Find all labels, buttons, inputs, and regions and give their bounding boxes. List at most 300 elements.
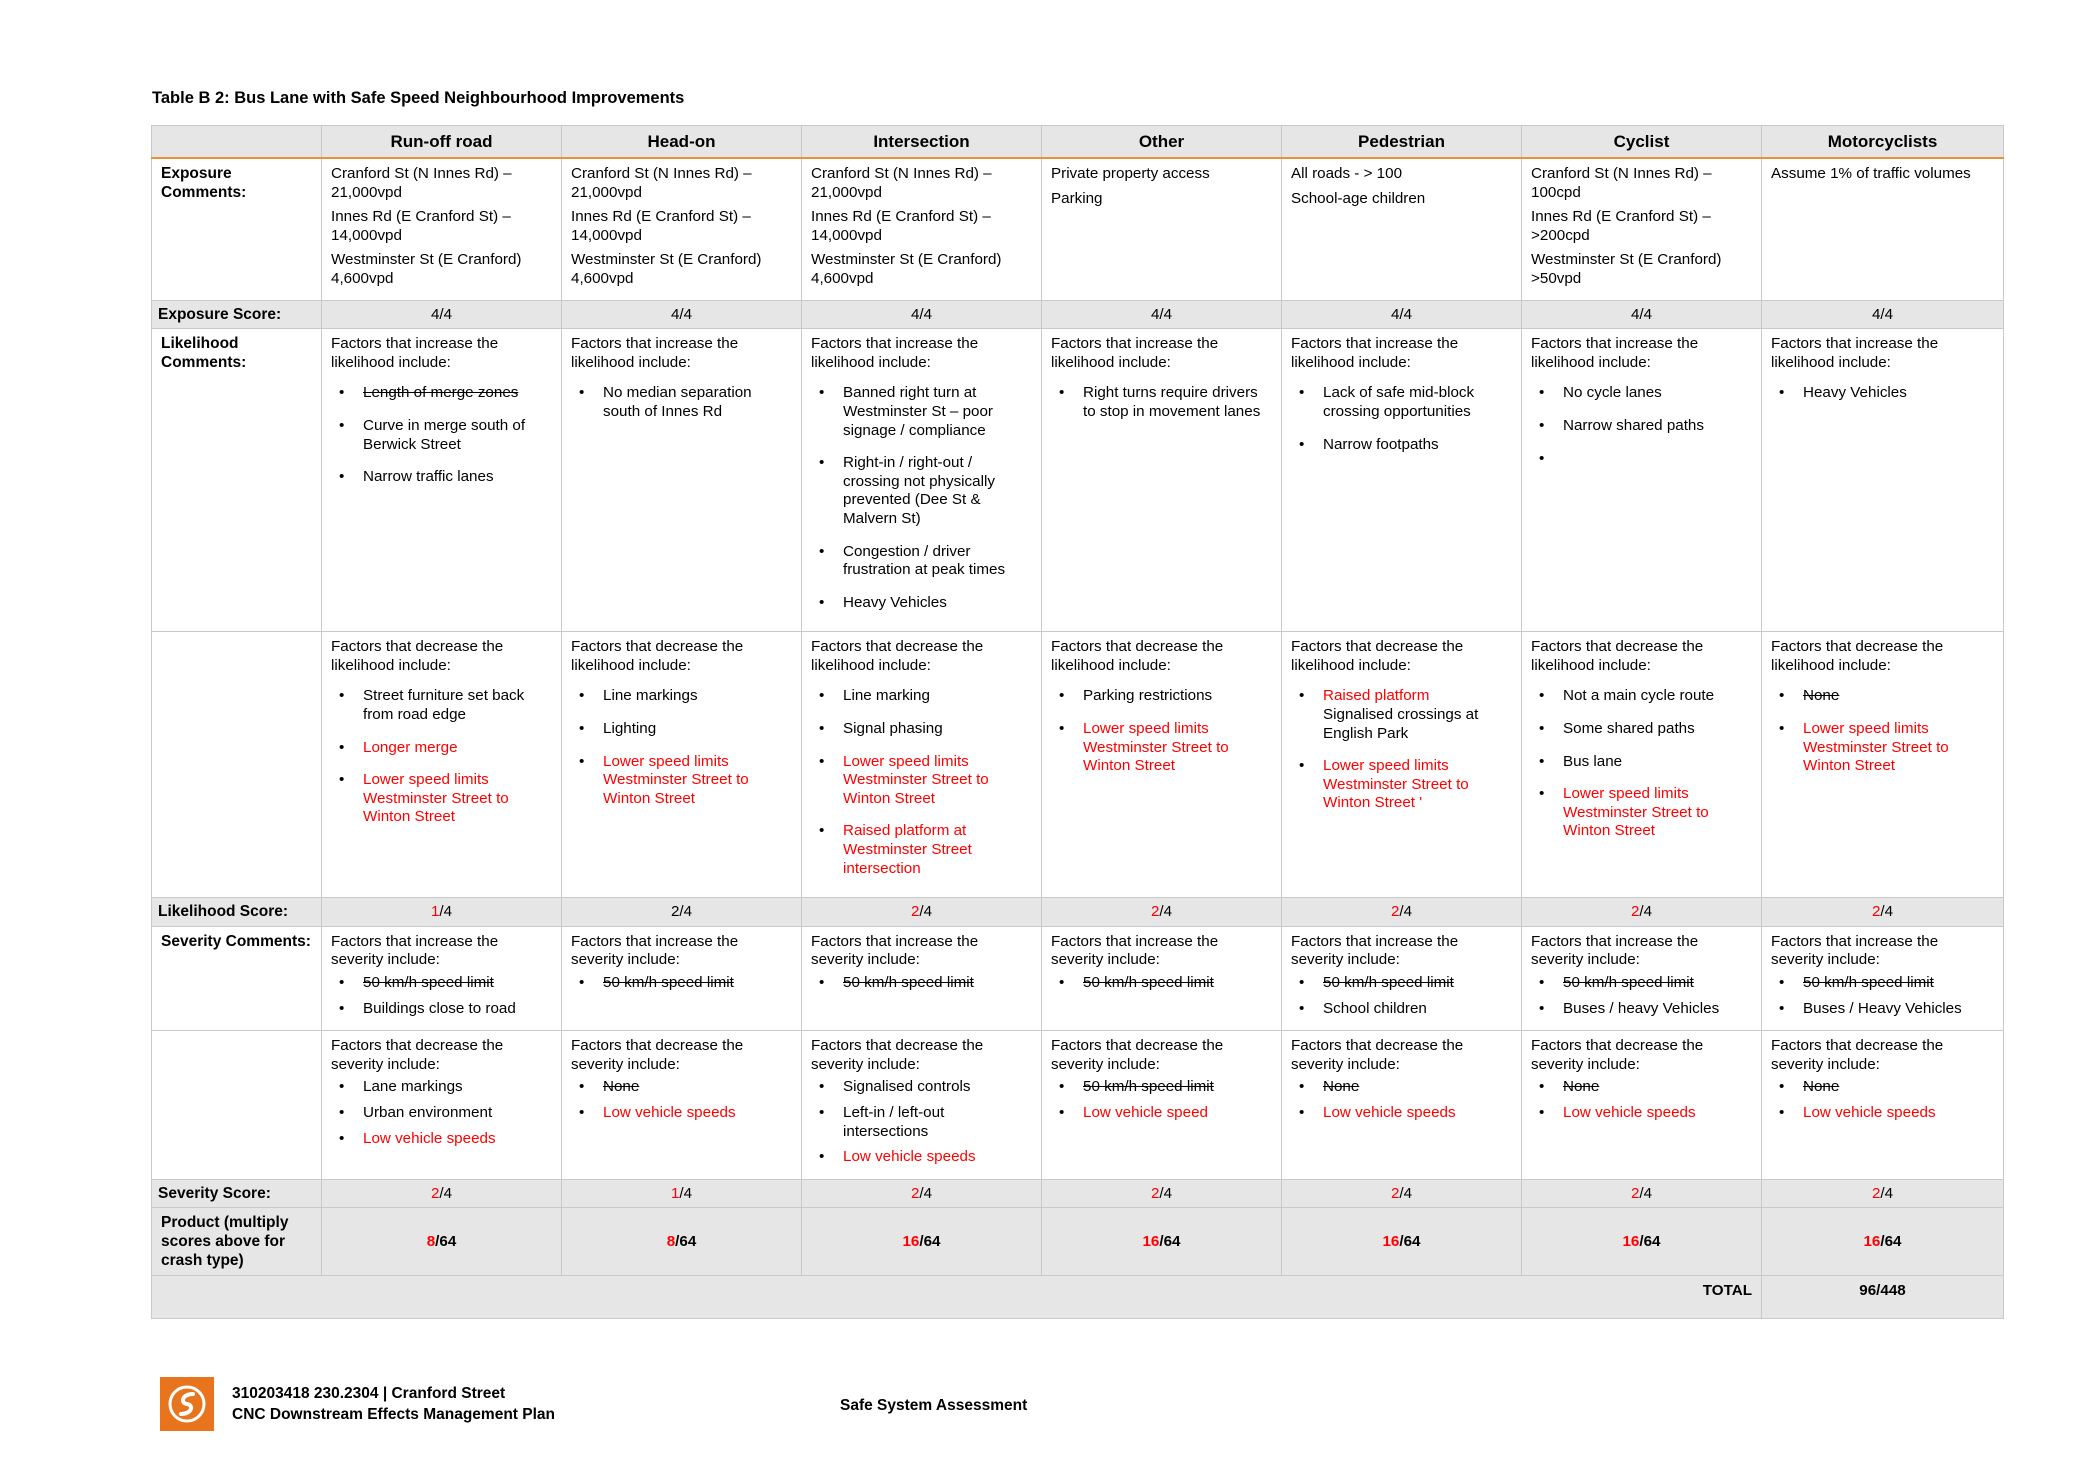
factor-item — [843, 687, 1032, 706]
factor-intro: Factors that decrease the likelihood include: — [811, 638, 984, 674]
factor-list — [811, 384, 1032, 612]
severity-increase-cell — [1282, 926, 1522, 1030]
exposure-score-cell: 4/4 — [1762, 300, 2004, 329]
likelihood-decrease-cell — [802, 632, 1042, 898]
row-label: Severity Score: — [152, 1179, 322, 1208]
factor-item — [363, 468, 552, 487]
factor-text: Lane markings — [363, 1078, 463, 1096]
factor-item — [1563, 785, 1752, 841]
factor-item — [1323, 687, 1512, 743]
severity-score-cell — [802, 1179, 1042, 1208]
factor-list — [1291, 384, 1512, 454]
severity-increase-cell — [802, 926, 1042, 1030]
factor-text-cont: Signalised crossings at English Park — [1323, 706, 1479, 742]
factor-list — [331, 974, 552, 1018]
row-label: Exposure Comments: — [152, 158, 322, 300]
factor-text: Street furniture set back from road edge — [363, 687, 525, 724]
factor-text: Signalised controls — [843, 1078, 971, 1096]
severity-decrease-cell — [1762, 1031, 2004, 1180]
factor-intro: Factors that decrease the severity include: — [331, 1037, 504, 1073]
factor-item — [843, 720, 1032, 739]
factor-list — [1771, 384, 1994, 403]
factor-item — [1803, 1104, 1994, 1123]
product-numerator: 8 — [426, 1232, 436, 1250]
product-denominator: /64 — [1159, 1232, 1181, 1250]
factor-list — [811, 687, 1032, 878]
row-label: Exposure Score: — [152, 300, 322, 329]
factor-intro: Factors that increase the severity include: — [1531, 932, 1699, 969]
likelihood-increase-cell — [1762, 329, 2004, 632]
factor-text: No cycle lanes — [1563, 384, 1662, 402]
factor-item — [603, 1104, 792, 1123]
factor-item — [1563, 417, 1752, 436]
exposure-line: Westminster St (E Cranford) 4,600vpd — [571, 251, 762, 287]
score-denominator: /4 — [439, 903, 453, 921]
product-cell — [1042, 1208, 1282, 1276]
factor-text: 50 km/h speed limit — [1083, 974, 1214, 991]
factor-list — [1531, 1078, 1752, 1122]
factor-item — [363, 1078, 552, 1097]
likelihood-decrease-cell — [1282, 632, 1522, 898]
header-row — [152, 126, 2004, 159]
factor-list — [571, 974, 792, 993]
factor-item — [1563, 1000, 1752, 1019]
factor-item — [1083, 384, 1272, 421]
severity-increase-cell — [322, 926, 562, 1030]
exposure-score-cell: 4/4 — [1522, 300, 1762, 329]
factor-text: None — [603, 1078, 640, 1096]
score-numerator: 1 — [670, 1184, 680, 1202]
likelihood-decrease-cell — [1522, 632, 1762, 898]
total-value: 96/448 — [1762, 1276, 2004, 1319]
factor-item — [1323, 757, 1512, 813]
score-denominator: /4 — [1639, 1184, 1653, 1202]
factor-text: Buildings close to road — [363, 999, 516, 1017]
severity-score-cell — [1762, 1179, 2004, 1208]
factor-intro: Factors that decrease the severity include: — [1771, 1037, 1944, 1073]
product-cell — [1282, 1208, 1522, 1276]
exposure-cell — [1042, 158, 1282, 300]
likelihood-score-cell — [802, 898, 1042, 927]
score-numerator: 2 — [1150, 1184, 1160, 1202]
factor-list — [1051, 974, 1272, 993]
row-label: Product (multiply scores above for crash type) — [152, 1208, 322, 1276]
factor-intro: Factors that increase the likelihood include: — [331, 335, 499, 371]
factor-item — [1323, 436, 1512, 455]
footer-reference — [232, 1383, 555, 1425]
factor-text: Right-in / right-out / crossing not physically prevented (Dee St & Malvern St) — [843, 454, 995, 527]
factor-item — [1803, 720, 1994, 776]
factor-item — [363, 687, 552, 724]
severity-decrease-cell — [1282, 1031, 1522, 1180]
factor-item — [843, 753, 1032, 809]
safe-system-table — [151, 125, 2004, 1319]
exposure-comments-row — [152, 158, 2004, 300]
exposure-line: Private property access — [1051, 165, 1210, 182]
severity-increase-cell — [562, 926, 802, 1030]
exposure-score-row — [152, 300, 2004, 329]
exposure-line: Westminster St (E Cranford) 4,600vpd — [331, 251, 522, 287]
score-denominator: /4 — [439, 1184, 453, 1202]
score-denominator: /4 — [1159, 1184, 1173, 1202]
severity-decrease-cell — [1522, 1031, 1762, 1180]
likelihood-score-cell — [1042, 898, 1282, 927]
factor-item — [363, 974, 552, 993]
factor-list — [571, 687, 792, 808]
factor-item — [843, 1078, 1032, 1097]
exposure-line: School-age children — [1291, 189, 1426, 207]
exposure-line: Innes Rd (E Cranford St) – 14,000vpd — [571, 208, 751, 244]
factor-list — [1291, 687, 1512, 813]
factor-intro: Factors that decrease the likelihood include: — [571, 638, 744, 674]
factor-text: Low vehicle speeds — [363, 1129, 496, 1147]
exposure-line: Innes Rd (E Cranford St) – 14,000vpd — [331, 208, 511, 244]
severity-score-row — [152, 1179, 2004, 1208]
score-numerator: 2 — [430, 1184, 440, 1202]
score-denominator: /4 — [1639, 903, 1653, 921]
product-denominator: /64 — [1880, 1232, 1902, 1250]
severity-decrease-row — [152, 1031, 2004, 1180]
factor-item — [603, 384, 792, 421]
col-header: Pedestrian — [1282, 126, 1522, 159]
factor-text: Right turns require drivers to stop in movement lanes — [1083, 384, 1261, 420]
factor-text: Low vehicle speeds — [603, 1103, 736, 1121]
factor-text: Lower speed limits Westminster Street to Winton Street ' — [1323, 757, 1469, 812]
score-numerator: 2 — [1630, 903, 1640, 921]
factor-text: Bus lane — [1563, 752, 1623, 770]
exposure-cell — [1282, 158, 1522, 300]
product-denominator: /64 — [919, 1232, 941, 1250]
score-denominator: /4 — [679, 903, 693, 921]
row-label: Likelihood Comments: — [152, 329, 322, 632]
factor-list — [1531, 687, 1752, 841]
factor-text: Left-in / left-out intersections — [843, 1103, 945, 1140]
factor-text: Lower speed limits Westminster Street to Winton Street — [843, 752, 989, 807]
factor-text: 50 km/h speed limit — [603, 974, 734, 991]
score-numerator: 2 — [1630, 1184, 1640, 1202]
factor-intro: Factors that increase the severity include: — [1771, 932, 1939, 969]
severity-score-cell — [1282, 1179, 1522, 1208]
col-header: Head-on — [562, 126, 802, 159]
score-numerator: 2 — [1390, 1184, 1400, 1202]
severity-score-cell — [322, 1179, 562, 1208]
likelihood-decrease-cell — [1762, 632, 2004, 898]
footer-ref-line2: CNC Downstream Effects Management Plan — [232, 1406, 555, 1423]
exposure-line: All roads - > 100 — [1291, 165, 1403, 182]
product-numerator: 16 — [1622, 1232, 1640, 1250]
factor-intro: Factors that increase the severity include: — [1051, 932, 1219, 969]
factor-text: Banned right turn at Westminster St – poor signage / compliance — [843, 384, 993, 439]
exposure-cell — [562, 158, 802, 300]
likelihood-increase-cell — [1522, 329, 1762, 632]
factor-item — [363, 771, 552, 827]
score-numerator: 2 — [1871, 1184, 1881, 1202]
exposure-cell — [322, 158, 562, 300]
factor-item — [603, 974, 792, 993]
exposure-line: Cranford St (N Innes Rd) – 21,000vpd — [331, 165, 512, 201]
factor-text: Low vehicle speed — [1083, 1103, 1208, 1121]
factor-list — [1771, 1078, 1994, 1122]
score-numerator: 2 — [910, 903, 920, 921]
factor-text: Heavy Vehicles — [843, 593, 947, 611]
factor-text: Buses / heavy Vehicles — [1563, 999, 1720, 1017]
likelihood-decrease-row — [152, 632, 2004, 898]
product-numerator: 16 — [902, 1232, 920, 1250]
factor-text: No median separation south of Innes Rd — [603, 384, 752, 420]
factor-list — [1051, 687, 1272, 775]
col-header: Run-off road — [322, 126, 562, 159]
exposure-line: Innes Rd (E Cranford St) – 14,000vpd — [811, 208, 991, 244]
factor-item — [1563, 1078, 1752, 1097]
factor-intro: Factors that decrease the severity include: — [811, 1037, 984, 1073]
factor-item — [1803, 687, 1994, 706]
row-label: Likelihood Score: — [152, 898, 322, 927]
factor-text: Some shared paths — [1563, 720, 1695, 738]
factor-intro: Factors that increase the severity include: — [811, 932, 979, 969]
product-numerator: 16 — [1382, 1232, 1400, 1250]
severity-increase-cell — [1762, 926, 2004, 1030]
factor-item — [843, 543, 1032, 580]
factor-text: Raised platform at Westminster Street intersection — [843, 822, 972, 877]
factor-item — [363, 417, 552, 454]
likelihood-increase-row — [152, 329, 2004, 632]
product-cell — [802, 1208, 1042, 1276]
product-denominator: /64 — [675, 1232, 697, 1250]
factor-text: Parking restrictions — [1083, 687, 1213, 705]
exposure-score-cell: 4/4 — [562, 300, 802, 329]
score-numerator: 1 — [430, 903, 440, 921]
exposure-line: Cranford St (N Innes Rd) – 100cpd — [1531, 165, 1712, 201]
factor-item — [1323, 384, 1512, 421]
factor-intro: Factors that decrease the likelihood include: — [1771, 638, 1944, 674]
factor-intro: Factors that decrease the likelihood include: — [1531, 638, 1704, 674]
factor-intro: Factors that increase the likelihood include: — [571, 335, 739, 371]
factor-item — [843, 822, 1032, 878]
factor-list — [331, 1078, 552, 1148]
product-cell — [562, 1208, 802, 1276]
factor-item — [603, 720, 792, 739]
factor-text: Lack of safe mid-block crossing opportunities — [1323, 384, 1475, 420]
factor-intro: Factors that increase the likelihood include: — [1531, 335, 1699, 371]
factor-list — [1531, 974, 1752, 1018]
likelihood-score-row — [152, 898, 2004, 927]
factor-item — [363, 1000, 552, 1019]
score-numerator: 2 — [910, 1184, 920, 1202]
factor-item — [1083, 720, 1272, 776]
factor-text: Low vehicle speeds — [1563, 1103, 1696, 1121]
factor-text: 50 km/h speed limit — [1323, 974, 1454, 991]
score-denominator: /4 — [919, 1184, 933, 1202]
col-header: Motorcyclists — [1762, 126, 2004, 159]
col-header: Intersection — [802, 126, 1042, 159]
factor-intro: Factors that increase the severity include: — [571, 932, 739, 969]
exposure-score-cell: 4/4 — [802, 300, 1042, 329]
factor-list — [571, 384, 792, 421]
factor-intro: Factors that decrease the severity include: — [1051, 1037, 1224, 1073]
total-label: TOTAL — [152, 1276, 1762, 1319]
factor-text: School children — [1323, 999, 1427, 1017]
severity-increase-cell — [1522, 926, 1762, 1030]
factor-item — [1323, 1104, 1512, 1123]
likelihood-score-cell — [1762, 898, 2004, 927]
factor-list — [1531, 384, 1752, 435]
factor-item — [603, 687, 792, 706]
product-numerator: 16 — [1142, 1232, 1160, 1250]
factor-intro: Factors that decrease the severity include: — [571, 1037, 744, 1073]
total-row — [152, 1276, 2004, 1319]
likelihood-score-cell — [1282, 898, 1522, 927]
factor-text: Low vehicle speeds — [1323, 1103, 1456, 1121]
factor-text: None — [1323, 1078, 1360, 1096]
score-denominator: /4 — [919, 903, 933, 921]
factor-intro: Factors that increase the likelihood include: — [1771, 335, 1939, 371]
factor-item — [1563, 384, 1752, 403]
factor-list — [811, 1078, 1032, 1166]
likelihood-increase-cell — [1042, 329, 1282, 632]
factor-list — [331, 384, 552, 486]
table-caption: Table B 2: Bus Lane with Safe Speed Neighbourhood Improvements — [152, 89, 685, 107]
row-label-empty — [152, 1031, 322, 1180]
likelihood-increase-cell — [1282, 329, 1522, 632]
factor-item — [603, 753, 792, 809]
factor-item — [1323, 1000, 1512, 1019]
exposure-cell — [1522, 158, 1762, 300]
factor-text: Lighting — [603, 720, 657, 738]
product-denominator: /64 — [1639, 1232, 1661, 1250]
severity-increase-cell — [1042, 926, 1282, 1030]
footer-ref-line1: 310203418 230.2304 | Cranford Street — [232, 1385, 506, 1402]
factor-item — [1803, 1000, 1994, 1019]
factor-item — [363, 384, 552, 403]
factor-intro: Factors that decrease the likelihood include: — [331, 638, 504, 674]
score-denominator: /4 — [1880, 1184, 1894, 1202]
factor-text: Raised platform — [1323, 687, 1430, 705]
factor-text: 50 km/h speed limit — [363, 974, 494, 991]
factor-item — [1803, 974, 1994, 993]
factor-item — [363, 1104, 552, 1123]
factor-item — [1803, 1078, 1994, 1097]
likelihood-increase-cell — [322, 329, 562, 632]
factor-item — [603, 1078, 792, 1097]
severity-score-cell — [1522, 1179, 1762, 1208]
factor-list — [1051, 1078, 1272, 1122]
factor-text: Lower speed limits Westminster Street to Winton Street — [1563, 785, 1709, 840]
severity-decrease-cell — [322, 1031, 562, 1180]
exposure-cell — [802, 158, 1042, 300]
factor-item — [843, 1104, 1032, 1141]
score-numerator: 2 — [1150, 903, 1160, 921]
factor-intro: Factors that increase the likelihood include: — [1051, 335, 1219, 371]
exposure-line: Parking — [1051, 189, 1103, 207]
factor-text: Longer merge — [363, 738, 458, 756]
exposure-cell — [1762, 158, 2004, 300]
factor-item — [1563, 753, 1752, 772]
likelihood-score-cell — [562, 898, 802, 927]
factor-list — [1771, 974, 1994, 1018]
factor-item — [843, 594, 1032, 613]
severity-score-cell — [562, 1179, 802, 1208]
exposure-line: Westminster St (E Cranford) 4,600vpd — [811, 251, 1002, 287]
score-numerator: 2 — [1390, 903, 1400, 921]
likelihood-increase-cell — [802, 329, 1042, 632]
likelihood-score-cell — [322, 898, 562, 927]
score-numerator: 2 — [670, 903, 680, 921]
product-denominator: /64 — [1399, 1232, 1421, 1250]
likelihood-decrease-cell — [1042, 632, 1282, 898]
factor-item — [1083, 1078, 1272, 1097]
factor-item — [843, 454, 1032, 528]
product-cell — [1522, 1208, 1762, 1276]
factor-text: Not a main cycle route — [1563, 687, 1715, 705]
severity-decrease-cell — [802, 1031, 1042, 1180]
factor-text: 50 km/h speed limit — [1563, 974, 1694, 991]
factor-list — [1291, 1078, 1512, 1122]
severity-score-cell — [1042, 1179, 1282, 1208]
factor-text: Urban environment — [363, 1103, 493, 1121]
factor-list — [571, 1078, 792, 1122]
factor-item — [1083, 1104, 1272, 1123]
factor-text: Low vehicle speeds — [1803, 1103, 1936, 1121]
factor-text: Length of merge zones — [363, 384, 519, 402]
factor-item — [1563, 1104, 1752, 1123]
product-cell — [322, 1208, 562, 1276]
score-denominator: /4 — [1399, 903, 1413, 921]
factor-item — [1323, 974, 1512, 993]
severity-increase-row — [152, 926, 2004, 1030]
factor-item — [363, 739, 552, 758]
factor-intro: Factors that increase the likelihood include: — [811, 335, 979, 371]
factor-item — [1563, 974, 1752, 993]
col-header: Other — [1042, 126, 1282, 159]
exposure-line: Cranford St (N Innes Rd) – 21,000vpd — [811, 165, 992, 201]
factor-intro: Factors that increase the severity include: — [331, 932, 499, 969]
factor-list — [811, 974, 1032, 993]
col-header: Cyclist — [1522, 126, 1762, 159]
score-denominator: /4 — [1399, 1184, 1413, 1202]
exposure-line: Westminster St (E Cranford) >50vpd — [1531, 251, 1722, 287]
score-denominator: /4 — [1880, 903, 1894, 921]
factor-text: Narrow footpaths — [1323, 435, 1439, 453]
product-numerator: 8 — [666, 1232, 676, 1250]
factor-text: None — [1803, 687, 1840, 705]
product-row — [152, 1208, 2004, 1276]
factor-intro: Factors that decrease the severity include: — [1291, 1037, 1464, 1073]
exposure-score-cell: 4/4 — [1282, 300, 1522, 329]
factor-intro: Factors that increase the likelihood include: — [1291, 335, 1459, 371]
exposure-line: Cranford St (N Innes Rd) – 21,000vpd — [571, 165, 752, 201]
likelihood-decrease-cell — [322, 632, 562, 898]
likelihood-increase-cell — [562, 329, 802, 632]
factor-text: Lower speed limits Westminster Street to Winton Street — [1083, 720, 1229, 775]
factor-list — [1291, 974, 1512, 1018]
factor-text: 50 km/h speed limit — [1803, 974, 1934, 991]
row-label-empty — [152, 632, 322, 898]
severity-decrease-cell — [1042, 1031, 1282, 1180]
factor-intro: Factors that decrease the severity include: — [1531, 1037, 1704, 1073]
factor-intro: Factors that decrease the likelihood include: — [1291, 638, 1464, 674]
factor-text: 50 km/h speed limit — [843, 974, 974, 991]
factor-item — [1563, 687, 1752, 706]
factor-text: Line markings — [603, 687, 698, 705]
factor-item — [1563, 720, 1752, 739]
factor-list — [1771, 687, 1994, 775]
severity-decrease-cell — [562, 1031, 802, 1180]
likelihood-score-cell — [1522, 898, 1762, 927]
factor-item — [1323, 1078, 1512, 1097]
factor-item — [363, 1130, 552, 1149]
factor-list — [331, 687, 552, 827]
likelihood-decrease-cell — [562, 632, 802, 898]
